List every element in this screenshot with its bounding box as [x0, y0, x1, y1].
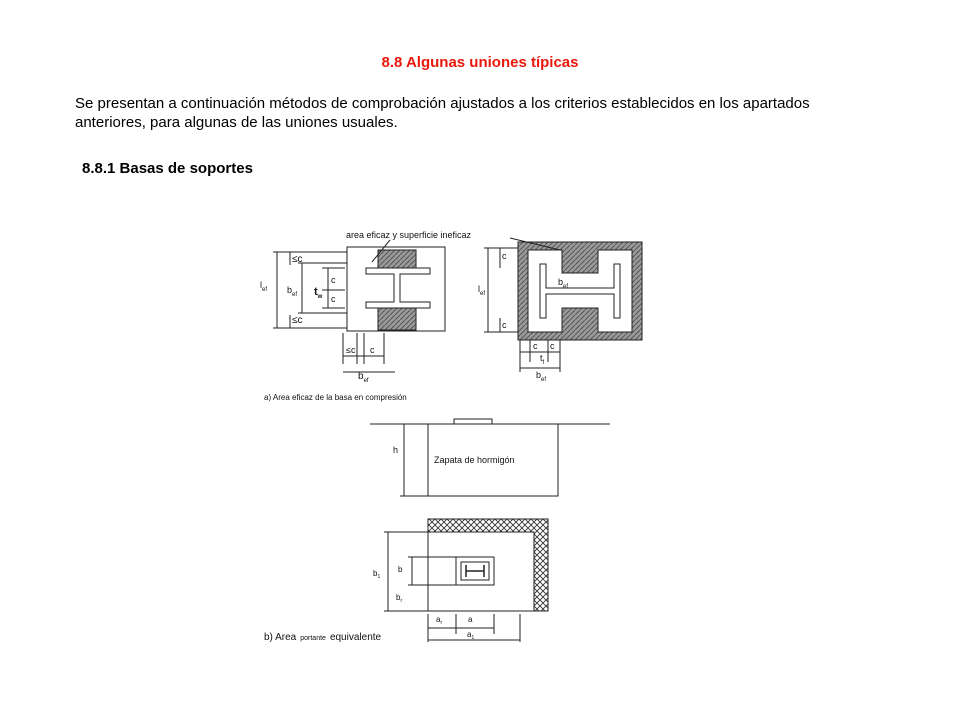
plate-a-right — [484, 238, 642, 372]
label-h: h — [393, 445, 399, 455]
svg-text:a1: $a_1$ — [467, 630, 475, 641]
plan-b — [384, 519, 548, 642]
callout-label: area eficaz y superficie ineficaz — [346, 230, 472, 240]
svg-text:ar: $a_r$ — [436, 615, 443, 626]
label-tw: $t_w$ — [314, 286, 323, 300]
svg-text:b: b — [398, 565, 403, 574]
section-heading: 8.8 Algunas uniones típicas — [381, 54, 579, 71]
flange-area-bottom — [378, 306, 416, 330]
caption-a: a) Area eficaz de la basa en compresión — [264, 393, 407, 402]
label-c-r1: c — [502, 251, 507, 261]
label-c-r2: c — [502, 320, 507, 330]
label-c-1: c — [331, 275, 336, 285]
label-bef: $b_{ef}$ — [287, 285, 298, 298]
intro-line-1: Se presentan a continuación métodos de comprobación ajustados a los criterios establecidos en los apartados — [75, 95, 810, 112]
label-le-c-bottom: ≤c — [292, 315, 303, 326]
label-c-3: c — [370, 345, 375, 355]
label-le-c-bottom-dim: ≤c — [346, 345, 356, 355]
caption-b: b) Area portante equivalente — [264, 632, 382, 643]
svg-text:b1: $b_1$ — [373, 569, 381, 580]
label-bef-r: $b_{ef}$ — [558, 277, 569, 290]
label-bef-bottom: $b_{ef}$ — [358, 371, 369, 384]
label-le-c-top: ≤c — [292, 254, 303, 265]
label-footing: Zapata de hormigón — [434, 455, 515, 465]
label-bef-r-bottom: $b_{ef}$ — [536, 370, 547, 383]
intro-line-2: anteriores, para algunas de las uniones usuales. — [75, 114, 398, 131]
label-lef-r: $l_{ef}$ — [478, 284, 486, 297]
label-tf: $t_f$ — [540, 353, 545, 366]
svg-text:a: a — [468, 615, 473, 624]
label-c-r4: c — [550, 341, 555, 351]
svg-text:br: $b_r$ — [396, 593, 403, 604]
label-lef: $l_{ef}$ — [260, 280, 268, 293]
subsection-heading: 8.8.1 Basas de soportes — [82, 160, 253, 177]
label-c-2: c — [331, 294, 336, 304]
label-c-r3: c — [533, 341, 538, 351]
